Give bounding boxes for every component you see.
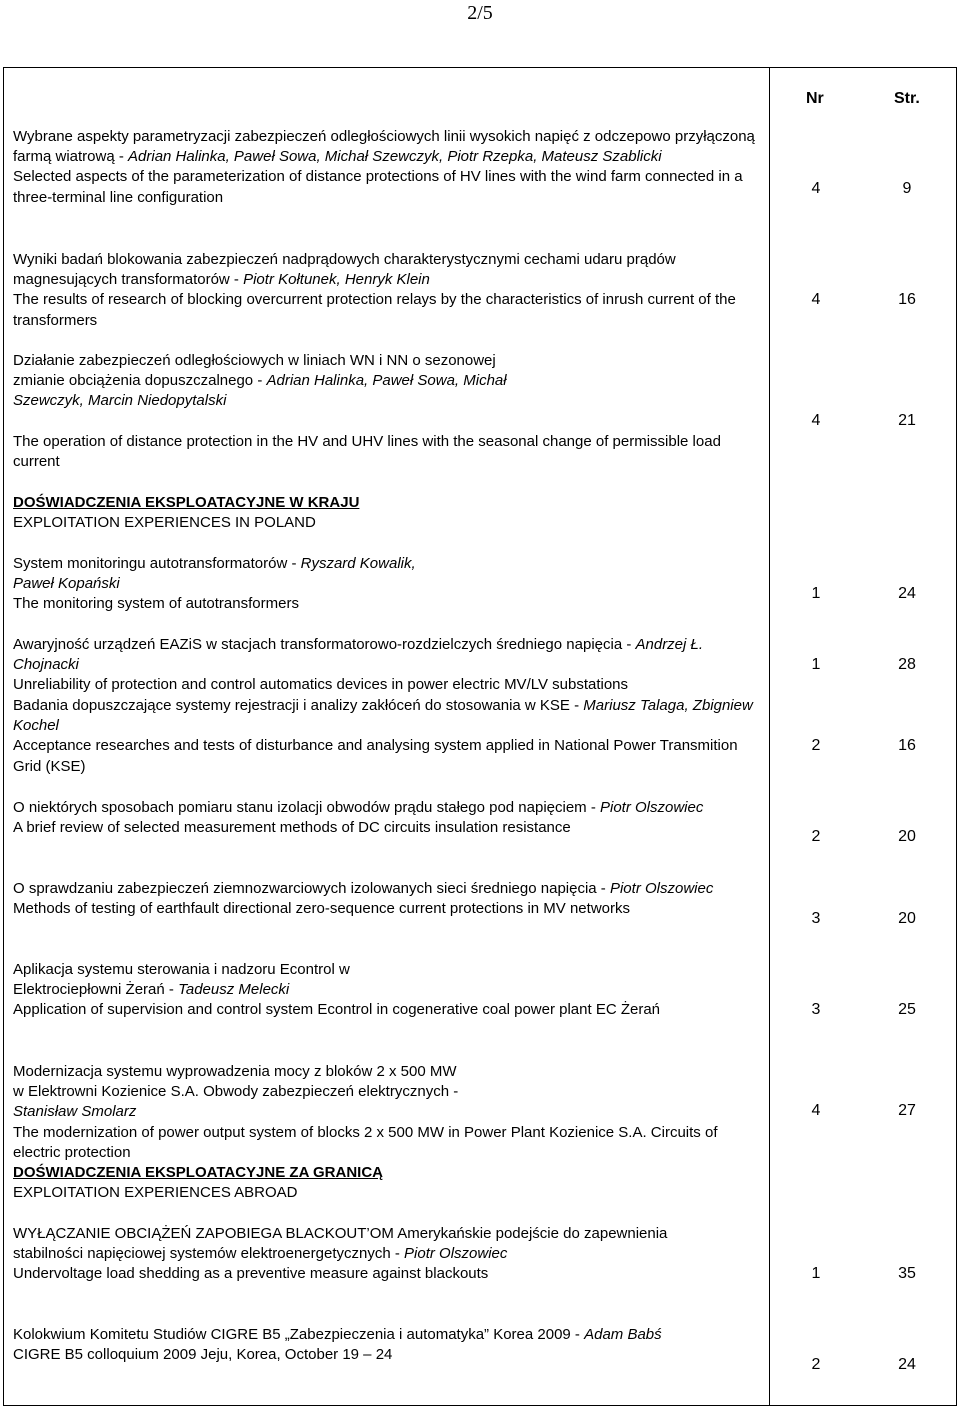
article-entry-en [13,432,758,472]
article-title-en: The monitoring system of autotransformers [13,595,299,613]
article-authors: Tadeusz Melecki [178,981,290,999]
article-entry [13,127,758,208]
article-title-pl: O niektórych sposobach pomiaru stanu izolacji obwodów prądu stałego pod napięciem - Piotr Olszowiec [13,799,704,816]
page-ref: 35 [898,1265,916,1282]
article-title-en: A brief review of selected measurement methods of DC circuits insulation resistance [13,819,571,837]
issue-number: 2 [811,737,821,754]
issue-number: 2 [811,1356,821,1373]
issue-number: 1 [811,656,821,673]
article-title-en: CIGRE B5 colloquium 2009 Jeju, Korea, October 19 – 24 [13,1346,393,1364]
section-title-pl: DOŚWIADCZENIA EKSPLOATACYJNE W KRAJU [13,494,360,511]
section-heading [13,493,758,533]
issue-number: 4 [811,180,821,197]
issue-number: 3 [811,910,821,927]
issue-number: 4 [811,1102,821,1119]
article-title-en: Methods of testing of earthfault directional zero-sequence current protections in MV networks [13,900,630,918]
article-title-en: The operation of distance protection in the HV and UHV lines with the seasonal change of permissible load current [13,433,721,471]
issue-number: 1 [811,1265,821,1282]
article-title-pl: Działanie zabezpieczeń odległościowych w liniach WN i NN o sezonowej zmianie obciążenia dopuszczalnego - Adrian Halinka, Paweł Sowa, Michał Szewczyk, Marcin Niedopytalski [13,352,507,410]
article-title-pl: Badania dopuszczające systemy rejestracji i analizy zakłóceń do stosowania w KSE - Mariusz Talaga, Zbigniew Kochel [13,697,753,735]
article-authors: Adrian Halinka, Paweł Sowa, Michał Szewczyk, Piotr Rzepka, Mateusz Szablicki [128,148,662,166]
page-number: 2/5 [467,2,493,24]
article-authors: Piotr Olszowiec [609,880,714,897]
page-ref: 16 [898,291,916,308]
article-title-pl: System monitoringu autotransformatorów - Ryszard Kowalik, Paweł Kopański [13,555,416,593]
article-title-pl: WYŁĄCZANIE OBCIĄŻEŃ ZAPOBIEGA BLACKOUT’OM Amerykańskie podejście do zapewnienia stabilności napięciowej systemów elektroenergetycznych - Piotr Olszowiec [13,1225,668,1263]
column-header-str: Str. [894,90,920,107]
article-title-en: Unreliability of protection and control automatics devices in power electric MV/LV substations [13,676,629,694]
article-authors: Stanisław Smolarz [13,1103,137,1121]
article-title-pl: Wyniki badań blokowania zabezpieczeń nadprądowych charakterystycznymi cechami udaru prądów magnesujących transformatorów - Piotr Kołtunek, Henryk Klein [13,251,676,289]
page-ref: 25 [898,1001,916,1018]
issue-number: 2 [811,828,821,845]
article-title-pl: Kolokwium Komitetu Studiów CIGRE B5 „Zabezpieczenia i automatyka” Korea 2009 - Adam Babś [13,1326,662,1343]
article-authors: Piotr Olszowiec [404,1245,508,1263]
article-title-en: The results of research of blocking overcurrent protection relays by the characteristics of inrush current of the transformers [13,291,736,329]
article-authors: Piotr Kołtunek, Henryk Klein [243,271,430,289]
article-title-en: Selected aspects of the parameterization of distance protections of HV lines with the wind farm connected in a three-terminal line configuration [13,168,743,206]
article-entry-en [13,1123,758,1163]
issue-number: 4 [811,291,821,308]
article-entry [13,635,758,696]
article-entry [13,798,758,838]
article-title-en: The modernization of power output system of blocks 2 x 500 MW in Power Plant Kozienice S.A. Circuits of electric protection [13,1124,718,1162]
article-authors: Ryszard Kowalik, Paweł Kopański [13,555,416,593]
page-ref: 20 [898,910,916,927]
issue-number: 4 [811,412,821,429]
article-title-en: Application of supervision and control system Econtrol in cogenerative coal power plant EC Żerań [13,1001,661,1018]
article-authors: Adrian Halinka, Paweł Sowa, Michał Szewczyk, Marcin Niedopytalski [13,372,507,410]
article-entry [13,351,513,412]
article-authors: Piotr Olszowiec [600,799,704,816]
article-entry [13,1325,758,1365]
article-title-en: Undervoltage load shedding as a preventive measure against blackouts [13,1265,489,1283]
page-ref: 16 [898,737,916,754]
article-entry [13,1224,713,1285]
article-entry [13,554,433,615]
page-ref: 24 [898,585,916,602]
article-title-pl: Aplikacja systemu sterowania i nadzoru Econtrol w Elektrociepłowni Żerań - Tadeusz Melecki [13,961,350,999]
page-ref: 28 [898,656,916,673]
article-title-pl: Wybrane aspekty parametryzacji zabezpieczeń odległościowych linii wysokich napięć z odczepowo przyłączoną farmą wiatrową - Adrian Halinka, Paweł Sowa, Michał Szewczyk, Piotr Rzepka, Mateusz Szablicki [13,128,755,166]
section-title-pl: DOŚWIADCZENIA EKSPLOATACYJNE ZA GRANICĄ [13,1164,384,1181]
article-authors: Andrzej Ł. Chojnacki [13,636,704,674]
article-entry [13,696,758,777]
column-divider [769,68,770,1405]
article-entry [13,1062,463,1123]
page-ref: 21 [898,412,916,429]
page-ref: 20 [898,828,916,845]
article-authors: Adam Babś [584,1326,662,1343]
article-entry [13,879,758,919]
article-title-pl: Modernizacja systemu wyprowadzenia mocy z bloków 2 x 500 MW w Elektrowni Kozienice S.A. Obwody zabezpieczeń elektrycznych - Stanisław Smolarz [13,1063,459,1121]
article-title-en: Acceptance researches and tests of disturbance and analysing system applied in National Power Transmition Grid (KSE) [13,737,738,775]
article-entry [13,250,758,331]
article-entry [13,960,408,1000]
column-header-nr: Nr [806,90,824,107]
section-heading [13,1163,758,1203]
article-authors: Mariusz Talaga, Zbigniew Kochel [13,697,753,735]
section-title-en: EXPLOITATION EXPERIENCES IN POLAND [13,514,316,532]
article-title-pl: Awaryjność urządzeń EAZiS w stacjach transformatorowo-rozdzielczych średniego napięcia - Andrzej Ł. Chojnacki [13,636,704,674]
page-ref: 27 [898,1102,916,1119]
page-ref: 9 [902,180,912,197]
article-entry-en [13,1000,733,1020]
page-ref: 24 [898,1356,916,1373]
article-title-pl: O sprawdzaniu zabezpieczeń ziemnozwarciowych izolowanych sieci średniego napięcia - Piotr Olszowiec [13,880,714,897]
issue-number: 1 [811,585,821,602]
issue-number: 3 [811,1001,821,1018]
section-title-en: EXPLOITATION EXPERIENCES ABROAD [13,1184,298,1202]
